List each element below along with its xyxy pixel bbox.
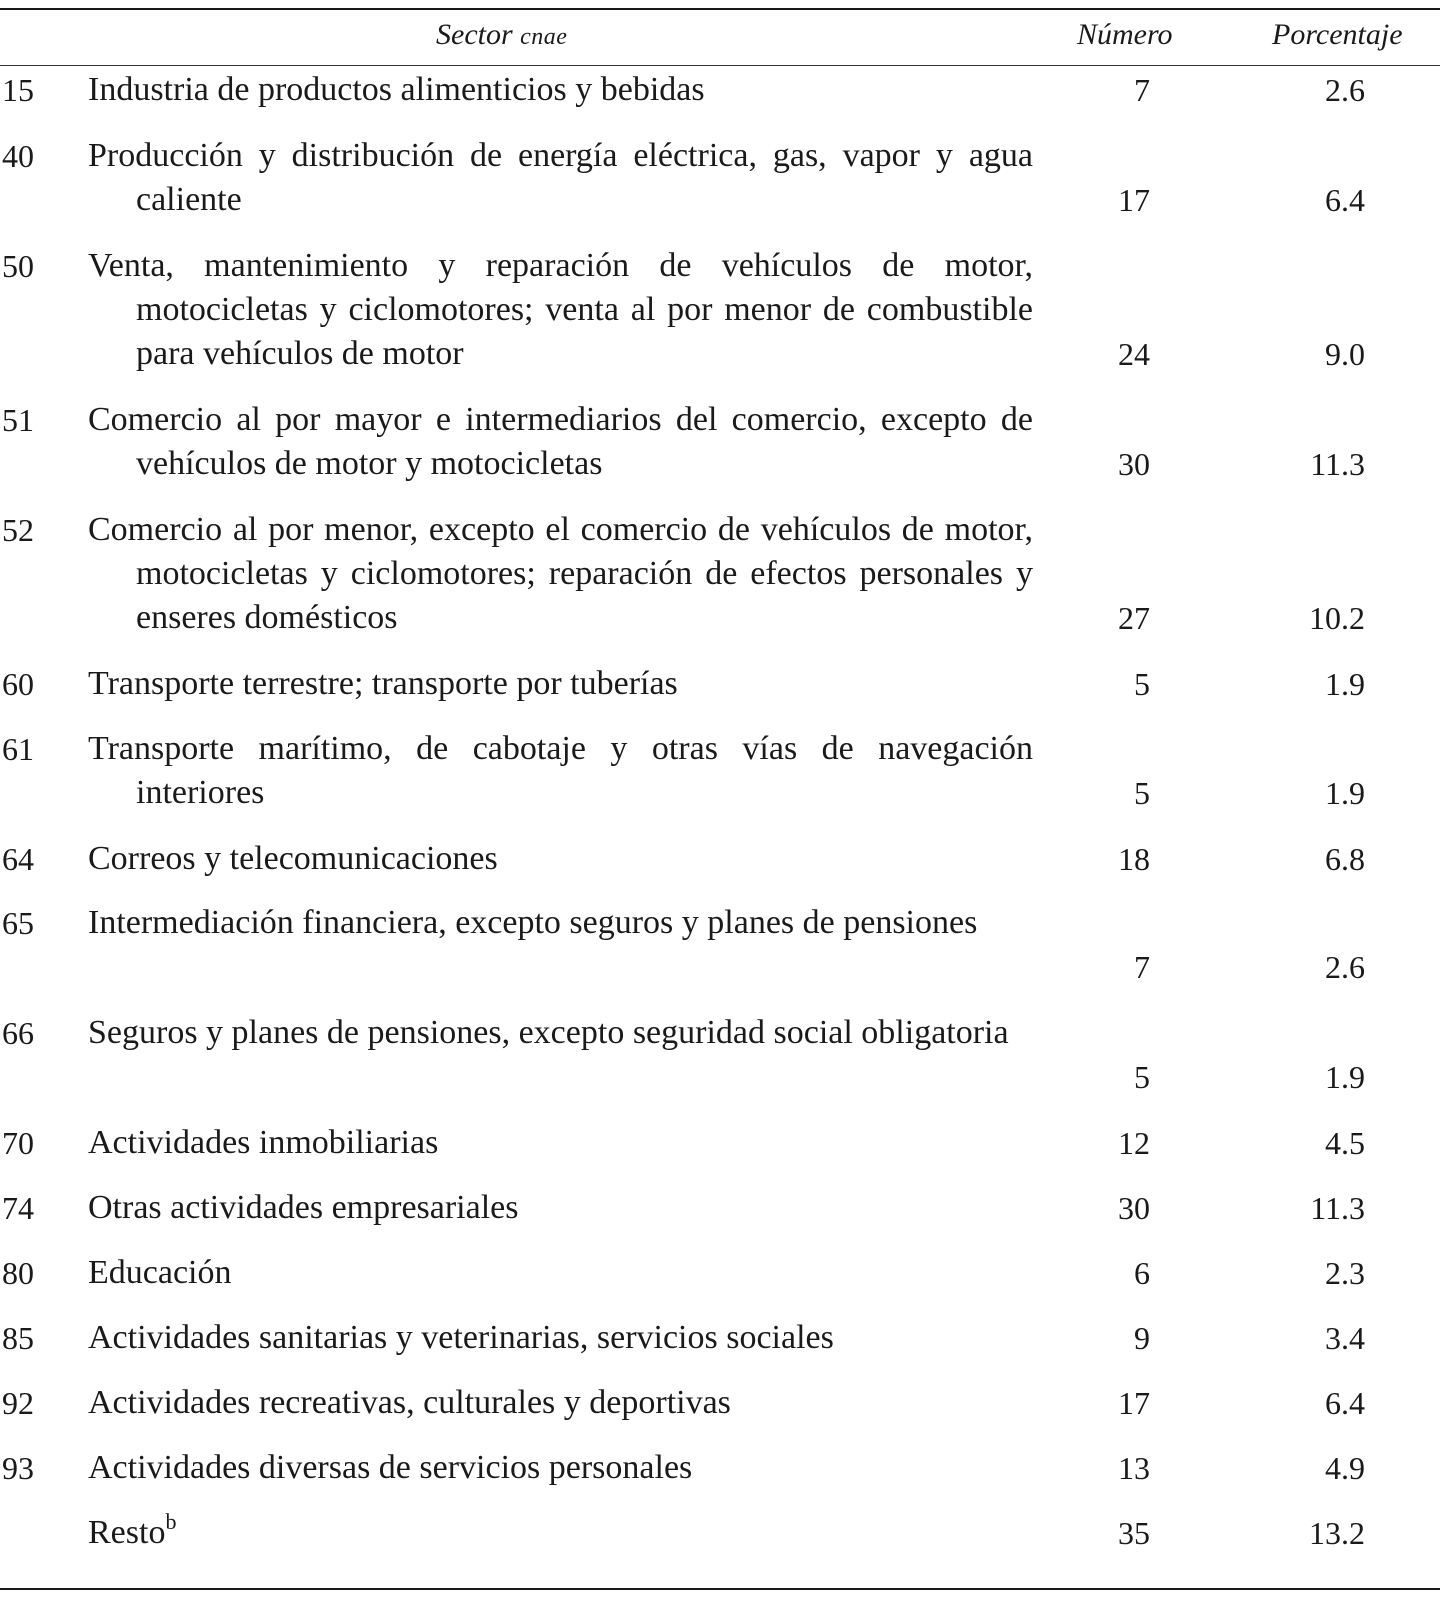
row-percentage: 3.4 xyxy=(1325,1320,1365,1356)
row-code: 92 xyxy=(2,1385,34,1421)
table-row xyxy=(0,1381,1440,1425)
row-code: 64 xyxy=(2,841,34,877)
row-percentage: 2.6 xyxy=(1325,949,1365,985)
row-description-text: Producción y distribución de energía eléctrica, gas, vapor y agua caliente xyxy=(88,137,1033,218)
header-sector: Sector cnae xyxy=(436,18,568,51)
row-description-text: Correos y telecomunicaciones xyxy=(88,840,498,877)
row-description-text: Otras actividades empresariales xyxy=(88,1189,519,1226)
table-row xyxy=(0,1446,1440,1490)
table-row xyxy=(0,727,1440,815)
row-description-text: Comercio al por mayor e intermediarios del comercio, excepto de vehículos de motor y motocicletas xyxy=(88,401,1033,482)
table-row xyxy=(0,1511,1440,1555)
row-number: 9 xyxy=(1134,1320,1150,1356)
row-description xyxy=(88,1011,1033,1055)
row-number: 18 xyxy=(1118,841,1150,877)
row-code: 74 xyxy=(2,1190,34,1226)
row-description-text: Actividades inmobiliarias xyxy=(88,1124,439,1161)
row-description-text: Actividades sanitarias y veterinarias, servicios sociales xyxy=(88,1319,834,1356)
table-row xyxy=(0,1316,1440,1360)
row-number: 17 xyxy=(1118,1385,1150,1421)
row-code: 66 xyxy=(2,1015,34,1051)
row-code: 60 xyxy=(2,666,34,702)
row-description-text: Educación xyxy=(88,1254,232,1291)
header-rule xyxy=(0,65,1440,66)
table-row xyxy=(0,134,1440,222)
row-description-text: Industria de productos alimenticios y bebidas xyxy=(88,71,705,108)
row-description xyxy=(88,68,1033,112)
table-row xyxy=(0,508,1440,640)
row-description-text: Intermediación financiera, excepto seguros y planes de pensiones xyxy=(88,904,978,941)
table-row xyxy=(0,244,1440,376)
table-row xyxy=(0,662,1440,706)
table-row xyxy=(0,1251,1440,1295)
row-number: 30 xyxy=(1118,446,1150,482)
row-number: 13 xyxy=(1118,1450,1150,1486)
row-percentage: 11.3 xyxy=(1310,1190,1365,1226)
row-code: 52 xyxy=(2,512,34,548)
table-row xyxy=(0,1186,1440,1230)
row-percentage: 1.9 xyxy=(1325,1059,1365,1095)
row-number: 12 xyxy=(1118,1125,1150,1161)
row-description-text: Transporte terrestre; transporte por tuberías xyxy=(88,665,678,702)
row-description-text: Venta, mantenimiento y reparación de vehículos de motor, motocicletas y ciclomotores; venta al por menor de combustible para vehículos de motor xyxy=(88,247,1033,372)
row-description-text: Resto xyxy=(88,1514,166,1551)
row-description-text: Seguros y planes de pensiones, excepto seguridad social obligatoria xyxy=(88,1014,1009,1051)
table-row xyxy=(0,1121,1440,1165)
table-row xyxy=(0,398,1440,486)
row-description xyxy=(88,727,1033,815)
row-description xyxy=(88,1186,1033,1230)
row-description xyxy=(88,508,1033,640)
row-code: 61 xyxy=(2,731,34,767)
row-description xyxy=(88,398,1033,486)
row-percentage: 10.2 xyxy=(1309,600,1365,636)
row-percentage: 6.4 xyxy=(1325,1385,1365,1421)
row-code: 85 xyxy=(2,1320,34,1356)
table-row xyxy=(0,1011,1440,1099)
row-percentage: 6.8 xyxy=(1325,841,1365,877)
row-percentage: 1.9 xyxy=(1325,666,1365,702)
header-number: Número xyxy=(1077,18,1173,51)
row-number: 24 xyxy=(1118,336,1150,372)
row-description xyxy=(88,1381,1033,1425)
row-code: 93 xyxy=(2,1450,34,1486)
table-row xyxy=(0,68,1440,112)
row-code: 51 xyxy=(2,402,34,438)
row-number: 5 xyxy=(1134,775,1150,811)
row-code: 65 xyxy=(2,905,34,941)
row-number: 17 xyxy=(1118,182,1150,218)
row-percentage: 11.3 xyxy=(1310,446,1365,482)
row-description-text: Transporte marítimo, de cabotaje y otras vías de navegación interiores xyxy=(88,730,1033,811)
table-row xyxy=(0,901,1440,989)
row-description xyxy=(88,1446,1033,1490)
row-description xyxy=(88,1251,1033,1295)
row-number: 7 xyxy=(1134,949,1150,985)
row-code: 70 xyxy=(2,1125,34,1161)
row-number: 5 xyxy=(1134,1059,1150,1095)
row-percentage: 2.6 xyxy=(1325,72,1365,108)
row-description xyxy=(88,837,1033,881)
row-percentage: 13.2 xyxy=(1309,1515,1365,1551)
row-description xyxy=(88,901,1033,945)
row-percentage: 2.3 xyxy=(1325,1255,1365,1291)
row-description xyxy=(88,662,1033,706)
row-description xyxy=(88,244,1033,376)
row-number: 30 xyxy=(1118,1190,1150,1226)
row-number: 7 xyxy=(1134,72,1150,108)
row-description-text: Comercio al por menor, excepto el comercio de vehículos de motor, motocicletas y ciclomotores; reparación de efectos personales y enseres domésticos xyxy=(88,511,1033,636)
table-row xyxy=(0,837,1440,881)
row-number: 5 xyxy=(1134,666,1150,702)
row-percentage: 9.0 xyxy=(1325,336,1365,372)
row-percentage: 6.4 xyxy=(1325,182,1365,218)
row-description xyxy=(88,134,1033,222)
row-code: 40 xyxy=(2,138,34,174)
row-description-text: Actividades recreativas, culturales y deportivas xyxy=(88,1384,731,1421)
bottom-rule xyxy=(0,1588,1440,1590)
header-percent: Porcentaje xyxy=(1272,18,1403,51)
row-description xyxy=(88,1511,1033,1555)
row-code: 15 xyxy=(2,72,34,108)
footnote-marker: b xyxy=(165,1509,177,1534)
row-description-text: Actividades diversas de servicios personales xyxy=(88,1449,693,1486)
top-rule xyxy=(0,8,1440,10)
row-number: 6 xyxy=(1134,1255,1150,1291)
row-code: 80 xyxy=(2,1255,34,1291)
row-number: 27 xyxy=(1118,600,1150,636)
row-percentage: 4.5 xyxy=(1325,1125,1365,1161)
row-code: 50 xyxy=(2,248,34,284)
row-percentage: 1.9 xyxy=(1325,775,1365,811)
row-number: 35 xyxy=(1118,1515,1150,1551)
row-description xyxy=(88,1121,1033,1165)
row-description xyxy=(88,1316,1033,1360)
row-percentage: 4.9 xyxy=(1325,1450,1365,1486)
